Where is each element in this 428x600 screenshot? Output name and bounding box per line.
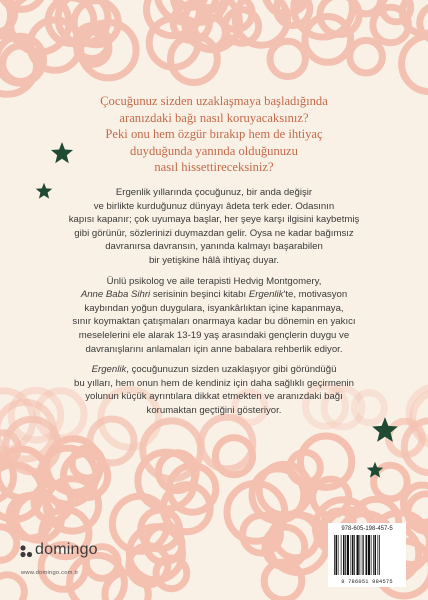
- text-line: meselelerini ele alarak 13-19 yaş arasındaki gençlerin duygu ve: [78, 329, 350, 341]
- decorative-ring: [270, 41, 305, 76]
- description-paragraph-1: [60, 186, 368, 268]
- star-icon: [371, 416, 399, 444]
- lead-line: Peki onu hem özgür bırakıp hem de ihtiyaç: [105, 127, 323, 142]
- barcode-bar: [336, 535, 338, 575]
- barcode-bar: [363, 535, 364, 575]
- barcode-bar: [362, 535, 363, 575]
- decorative-ring: [0, 575, 24, 600]
- lead-line: Çocuğunuz sizden uzaklaşmaya başladığında: [100, 94, 328, 108]
- barcode-bar: [347, 535, 349, 575]
- publisher-logo: [19, 540, 129, 564]
- description-paragraph-3: [60, 363, 368, 417]
- star-icon: [366, 461, 384, 479]
- text-fragment: 'te, motivasyon: [283, 289, 348, 301]
- description-paragraph-2: [60, 275, 368, 357]
- barcode-bar: [371, 535, 372, 575]
- publisher-logo-icon: [19, 544, 33, 558]
- text-line: bu yılları, hem onun hem de kendiniz için daha sağlıklı geçirmenin: [74, 377, 354, 389]
- barcode-bar: [343, 535, 345, 575]
- barcode-bar: [354, 535, 355, 575]
- barcode-digits: 9 786051 984575: [341, 579, 393, 585]
- series-title: Anne Baba Sihri: [80, 289, 151, 301]
- text-line: kaybından yoğun duygulara, isyankârlıktan içine kapanmaya,: [84, 302, 344, 314]
- barcode-bar: [366, 535, 368, 575]
- text-line: korumaktan geçtiğini gösteriyor.: [146, 404, 282, 416]
- barcode-bar: [373, 535, 374, 575]
- barcode-bar: [357, 535, 359, 575]
- text-line: sınır koymaktan çatışmaları onarmaya kadar bu dönemin en yakıcı: [72, 316, 356, 328]
- text-line: Ergenlik yıllarında çocuğunuz, bir anda değişir: [115, 187, 313, 198]
- text-line: davranışlarını anlamaları için anne babalara rehberlik ediyor.: [85, 343, 343, 355]
- decorative-ring: [402, 36, 428, 92]
- book-title: Ergenlik: [91, 364, 127, 376]
- text-fragment: , çocuğunuzun sizden uzaklaşıyor gibi göründüğü: [126, 364, 337, 376]
- text-line: Ünlü psikolog ve aile terapisti Hedvig Montgomery,: [106, 275, 322, 287]
- barcode-bar: [379, 535, 380, 575]
- barcode: [328, 523, 406, 587]
- text-line: ve birlikte kurduğunuz dünyayı âdeta terk eder. Odasının: [93, 200, 335, 212]
- book-title: Ergenlik: [248, 289, 284, 301]
- star-icon: [35, 182, 53, 200]
- lead-question: [80, 93, 348, 176]
- barcode-bar: [368, 535, 370, 575]
- text-line: bir yetişkine hâlâ ihtiyaç duyar.: [148, 254, 280, 266]
- barcode-bars: [334, 535, 400, 575]
- publisher-url: www.domingo.com.tr: [21, 570, 79, 576]
- text-line: davranırsa davransın, yanında kalmayı başarabilen: [105, 241, 323, 253]
- decorative-ring: [350, 40, 383, 73]
- lead-line: aranızdaki bağı nasıl koruyacaksınız?: [119, 110, 309, 125]
- text-line: [60, 363, 368, 377]
- barcode-bar: [351, 535, 352, 575]
- publisher-name: domingo: [35, 541, 98, 558]
- barcode-bar: [341, 535, 342, 575]
- barcode-bar: [345, 535, 346, 575]
- text-fragment: serisinin beşinci kitabı: [150, 289, 249, 301]
- text-line: kapısı kapanır; çok uyumaya başlar, her şeye karşı ilgisini kaybetmiş: [68, 214, 360, 226]
- lead-line: duyduğunda yanında olduğunuzu: [130, 143, 298, 158]
- text-line: [60, 288, 368, 302]
- isbn-text: 978-605-198-457-5: [341, 526, 393, 532]
- barcode-bar: [378, 535, 379, 575]
- barcode-bar: [375, 535, 377, 575]
- lead-line: nasıl hissettireceksiniz?: [154, 160, 274, 175]
- text-line: gibi görünür, sözlerinizi duymazdan gelir. Oysa ne kadar bağımsız: [74, 227, 354, 239]
- description: [60, 186, 368, 425]
- barcode-bar: [352, 535, 354, 575]
- barcode-bar: [334, 535, 335, 575]
- barcode-bar: [338, 535, 339, 575]
- text-line: yolunun küçük ayrıntılara dikkat etmekten ve aranızdaki bağı: [85, 391, 343, 403]
- star-icon: [50, 141, 74, 165]
- barcode-bar: [360, 535, 361, 575]
